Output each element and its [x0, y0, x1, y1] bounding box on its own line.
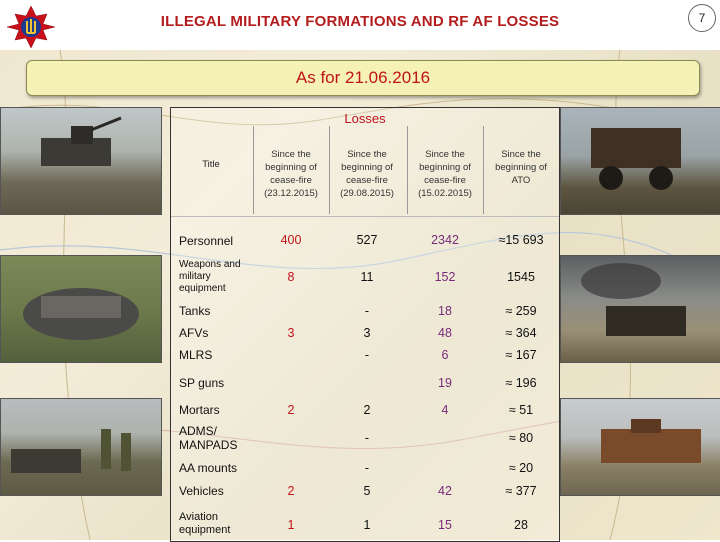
- row-value: 11: [360, 270, 374, 284]
- row-value: 527: [356, 233, 378, 247]
- column-header-title: Title: [202, 159, 220, 170]
- row-value: 48: [438, 326, 452, 340]
- row-value: 3: [287, 326, 295, 340]
- column-header-since-15-02-2015: Since the beginning of cease-fire (15.02.2015): [418, 149, 472, 199]
- row-value: ≈ 364: [505, 326, 537, 340]
- row-value: -: [364, 304, 370, 318]
- row-value: 28: [514, 518, 528, 532]
- row-value: 5: [363, 484, 371, 498]
- header-divider: [171, 216, 559, 217]
- table-caption: Losses: [344, 111, 386, 126]
- row-value: 18: [438, 304, 452, 318]
- date-banner: As for 21.06.2016: [26, 60, 700, 96]
- row-title: Aviation equipment: [179, 511, 231, 536]
- row-value: 4: [441, 403, 449, 417]
- row-title: SP guns: [179, 376, 225, 390]
- losses-table: [170, 107, 560, 542]
- damaged-bmp-photo: [560, 398, 720, 496]
- row-value: 2342: [431, 233, 459, 247]
- row-value: ≈ 196: [505, 376, 537, 390]
- row-value: 3: [363, 326, 371, 340]
- destroyed-tank-photo: [0, 107, 162, 215]
- soldiers-with-tank-photo: [0, 398, 162, 496]
- column-divider: [329, 126, 330, 214]
- row-value: ≈ 377: [505, 484, 537, 498]
- row-value: 19: [438, 376, 452, 390]
- burned-tank-smoke-photo: [560, 255, 720, 363]
- row-title: Weapons and military equipment: [179, 259, 241, 294]
- row-value: ≈ 51: [508, 403, 534, 417]
- row-value: ≈ 167: [505, 348, 537, 362]
- column-divider: [253, 126, 254, 214]
- row-value: 15: [438, 518, 452, 532]
- bmp-wreck-icon: [561, 399, 720, 495]
- row-value: ≈15 693: [498, 233, 544, 247]
- tank-wreck-icon: [1, 108, 161, 214]
- page-title: ILLEGAL MILITARY FORMATIONS AND RF AF LOSSES: [160, 13, 560, 30]
- row-value: -: [364, 461, 370, 475]
- row-value: 1545: [507, 270, 535, 284]
- destroyed-truck-photo: [560, 107, 720, 215]
- row-title: Mortars: [179, 403, 220, 417]
- smoking-tank-icon: [561, 256, 720, 362]
- column-header-since-ato: Since the beginning of ATO: [495, 149, 547, 186]
- row-value: 42: [438, 484, 452, 498]
- row-title: Tanks: [179, 304, 211, 318]
- burned-car-icon: [1, 256, 161, 362]
- row-value: -: [364, 431, 370, 445]
- row-title: ADMS/ MANPADS: [179, 424, 238, 452]
- row-title: MLRS: [179, 348, 213, 362]
- armed-forces-emblem-icon: [5, 4, 57, 50]
- row-value: 6: [441, 348, 449, 362]
- row-title: AA mounts: [179, 461, 238, 475]
- row-value: 2: [287, 403, 295, 417]
- truck-wreck-icon: [561, 108, 720, 214]
- row-value: ≈ 20: [508, 461, 534, 475]
- column-header-since-29-08-2015: Since the beginning of cease-fire (29.08.2015): [340, 149, 394, 199]
- row-title: AFVs: [179, 326, 209, 340]
- column-divider: [483, 126, 484, 214]
- row-value: ≈ 259: [505, 304, 537, 318]
- slide-header: [0, 0, 720, 48]
- column-header-since-23-12-2015: Since the beginning of cease-fire (23.12.2015): [264, 149, 318, 199]
- row-value: 1: [363, 518, 371, 532]
- row-value: 8: [287, 270, 295, 284]
- row-value: 152: [434, 270, 456, 284]
- soldiers-tank-icon: [1, 399, 161, 495]
- row-value: 2: [287, 484, 295, 498]
- row-title: Vehicles: [179, 484, 224, 498]
- column-divider: [407, 126, 408, 214]
- row-value: 400: [280, 233, 302, 247]
- row-value: ≈ 80: [508, 431, 534, 445]
- page-number: 7: [688, 4, 716, 32]
- burned-vehicle-photo: [0, 255, 162, 363]
- row-value: 1: [287, 518, 295, 532]
- row-value: 2: [363, 403, 371, 417]
- row-value: -: [364, 348, 370, 362]
- row-title: Personnel: [179, 234, 234, 248]
